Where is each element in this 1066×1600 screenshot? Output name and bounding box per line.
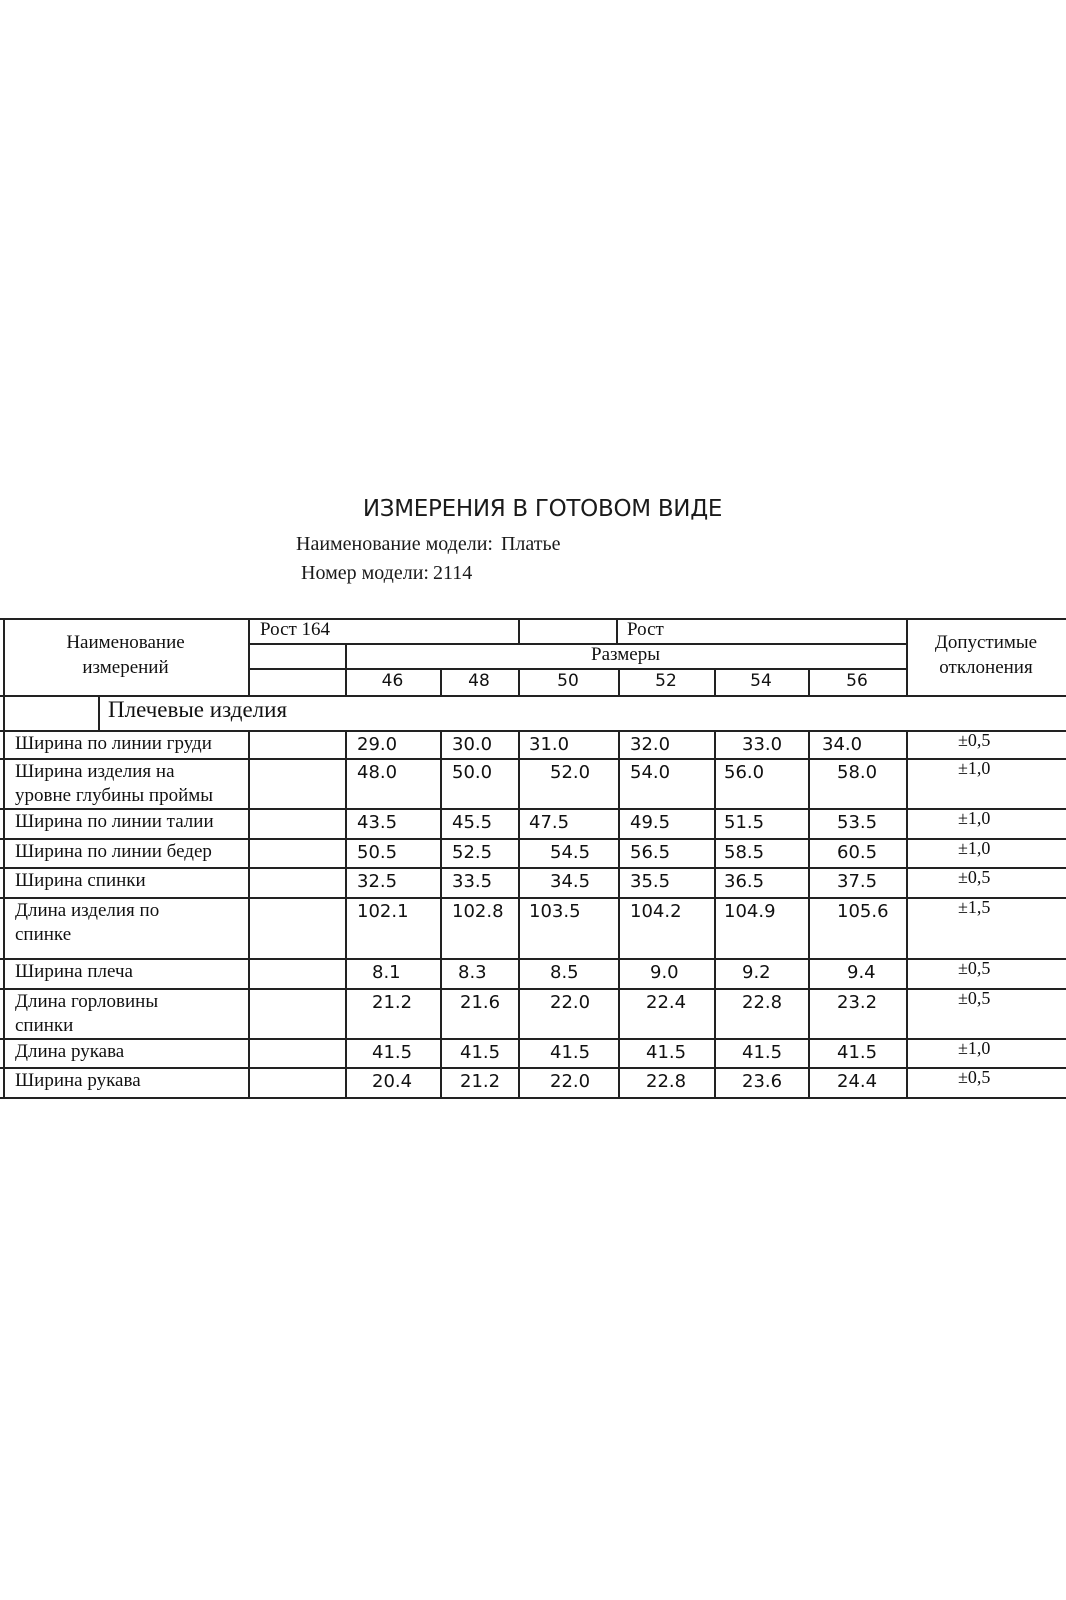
row-divider bbox=[618, 897, 620, 960]
row-value-size-56: 41.5 bbox=[837, 1042, 878, 1063]
row-divider bbox=[618, 958, 620, 990]
row-divider bbox=[808, 1038, 810, 1069]
row-value-size-54: 33.0 bbox=[742, 734, 783, 755]
row-tolerance: ±1,0 bbox=[958, 758, 991, 778]
row-divider bbox=[808, 958, 810, 990]
row-divider bbox=[345, 1067, 347, 1099]
row-divider bbox=[906, 988, 908, 1040]
row-divider bbox=[345, 1038, 347, 1069]
row-divider bbox=[440, 1067, 442, 1099]
header-size-52: 52 bbox=[655, 671, 677, 691]
row-value-size-56: 23.2 bbox=[837, 992, 878, 1013]
row-divider bbox=[345, 730, 347, 760]
row-divider bbox=[518, 838, 520, 869]
row-divider bbox=[906, 838, 908, 869]
row-value-size-52: 22.8 bbox=[646, 1071, 687, 1092]
row-value-size-46: 29.0 bbox=[357, 734, 398, 755]
row-divider bbox=[808, 758, 810, 810]
row-value-size-52: 22.4 bbox=[646, 992, 687, 1013]
row-value-size-50: 22.0 bbox=[550, 1071, 591, 1092]
row-value-size-46: 8.1 bbox=[372, 962, 401, 983]
row-value-size-56: 53.5 bbox=[837, 812, 878, 833]
row-divider bbox=[618, 988, 620, 1040]
row-value-size-48: 50.0 bbox=[452, 762, 493, 783]
row-divider bbox=[440, 988, 442, 1040]
row-divider bbox=[714, 758, 716, 810]
row-value-size-56: 24.4 bbox=[837, 1071, 878, 1092]
row-divider bbox=[440, 808, 442, 840]
row-value-size-50: 54.5 bbox=[550, 842, 591, 863]
row-divider bbox=[518, 897, 520, 960]
row-divider bbox=[618, 730, 620, 760]
row-divider bbox=[440, 958, 442, 990]
model-number-value: 2114 bbox=[432, 562, 473, 584]
row-value-size-48: 21.6 bbox=[460, 992, 501, 1013]
row-tolerance: ±1,0 bbox=[958, 838, 991, 858]
row-divider bbox=[518, 958, 520, 990]
row-tolerance: ±0,5 bbox=[958, 1067, 991, 1087]
header-size-46: 46 bbox=[381, 671, 404, 691]
row-divider bbox=[906, 730, 908, 760]
row-tolerance: ±0,5 bbox=[958, 958, 991, 978]
row-divider bbox=[518, 758, 520, 810]
row-divider bbox=[345, 838, 347, 869]
row-value-size-48: 102.8 bbox=[452, 901, 504, 922]
row-tolerance: ±0,5 bbox=[958, 867, 991, 887]
row-divider bbox=[440, 897, 442, 960]
row-divider bbox=[248, 988, 250, 1040]
row-value-size-50: 34.5 bbox=[550, 871, 591, 892]
row-divider bbox=[248, 1038, 250, 1069]
row-name: Ширина по линии груди bbox=[15, 733, 212, 754]
row-divider bbox=[345, 867, 347, 899]
header-divider-rost-2 bbox=[616, 618, 618, 645]
row-tolerance: ±1,0 bbox=[958, 808, 991, 828]
row-value-size-48: 45.5 bbox=[452, 812, 493, 833]
header-size-50: 50 bbox=[557, 671, 579, 691]
row-value-size-50: 22.0 bbox=[550, 992, 591, 1013]
row-divider bbox=[906, 897, 908, 960]
row-name: спинке bbox=[15, 924, 72, 945]
row-value-size-48: 30.0 bbox=[452, 734, 493, 755]
row-value-size-46: 32.5 bbox=[357, 871, 398, 892]
row-divider bbox=[248, 867, 250, 899]
header-divider-rost-1 bbox=[518, 618, 520, 645]
row-divider bbox=[518, 808, 520, 840]
row-value-size-48: 21.2 bbox=[460, 1071, 501, 1092]
row-divider bbox=[248, 808, 250, 840]
model-number-label: Номер модели: bbox=[301, 562, 429, 584]
row-tolerance: ±1,5 bbox=[958, 897, 991, 917]
row-divider bbox=[906, 867, 908, 899]
row-divider bbox=[618, 1067, 620, 1099]
header-height-2: Рост bbox=[627, 619, 664, 640]
row-divider bbox=[714, 1038, 716, 1069]
row-name: Длина рукава bbox=[15, 1041, 125, 1062]
row-value-size-52: 35.5 bbox=[630, 871, 671, 892]
row-divider bbox=[248, 1067, 250, 1099]
row-name: спинки bbox=[15, 1015, 74, 1036]
row-tolerance: ±0,5 bbox=[958, 988, 991, 1008]
row-divider bbox=[345, 808, 347, 840]
header-tolerance-line1: Допустимые bbox=[934, 632, 1038, 653]
row-divider bbox=[345, 958, 347, 990]
row-name: Ширина изделия на bbox=[15, 761, 175, 782]
row-value-size-46: 43.5 bbox=[357, 812, 398, 833]
row-divider bbox=[248, 730, 250, 760]
row-divider bbox=[518, 730, 520, 760]
header-name-col-line2: измерений bbox=[82, 657, 169, 678]
row-value-size-54: 22.8 bbox=[742, 992, 783, 1013]
row-value-size-48: 33.5 bbox=[452, 871, 493, 892]
row-value-size-56: 9.4 bbox=[847, 962, 876, 983]
row-value-size-46: 50.5 bbox=[357, 842, 398, 863]
row-tolerance: ±1,0 bbox=[958, 1038, 991, 1058]
row-name: Ширина рукава bbox=[15, 1070, 141, 1091]
row-divider bbox=[248, 838, 250, 869]
row-value-size-50: 8.5 bbox=[550, 962, 579, 983]
document-title: ИЗМЕРЕНИЯ В ГОТОВОМ ВИДЕ bbox=[362, 496, 723, 522]
row-value-size-46: 102.1 bbox=[357, 901, 409, 922]
row-value-size-56: 58.0 bbox=[837, 762, 878, 783]
row-divider bbox=[906, 958, 908, 990]
row-divider bbox=[440, 758, 442, 810]
row-divider bbox=[808, 988, 810, 1040]
row-value-size-56: 37.5 bbox=[837, 871, 878, 892]
header-divider-name bbox=[248, 618, 250, 697]
row-value-size-50: 52.0 bbox=[550, 762, 591, 783]
section-title: Плечевые изделия bbox=[108, 697, 288, 722]
row-value-size-56: 105.6 bbox=[837, 901, 889, 922]
row-value-size-52: 56.5 bbox=[630, 842, 671, 863]
row-divider bbox=[906, 1038, 908, 1069]
row-divider bbox=[248, 758, 250, 810]
section-divider bbox=[98, 695, 100, 732]
row-value-size-46: 20.4 bbox=[372, 1071, 413, 1092]
row-value-size-52: 32.0 bbox=[630, 734, 671, 755]
row-name: Ширина по линии бедер bbox=[15, 841, 212, 862]
row-divider bbox=[618, 758, 620, 810]
row-divider bbox=[248, 897, 250, 960]
row-value-size-56: 34.0 bbox=[822, 734, 863, 755]
row-divider bbox=[345, 758, 347, 810]
row-divider bbox=[714, 897, 716, 960]
row-value-size-54: 9.2 bbox=[742, 962, 771, 983]
row-divider bbox=[906, 1067, 908, 1099]
row-divider bbox=[714, 958, 716, 990]
model-name-line bbox=[296, 533, 561, 556]
header-size-48: 48 bbox=[468, 671, 490, 691]
row-name: Ширина спинки bbox=[15, 870, 146, 891]
row-divider bbox=[714, 988, 716, 1040]
row-value-size-54: 23.6 bbox=[742, 1071, 783, 1092]
row-divider bbox=[345, 988, 347, 1040]
row-divider bbox=[518, 1038, 520, 1069]
row-divider bbox=[518, 1067, 520, 1099]
row-divider bbox=[440, 838, 442, 869]
row-divider bbox=[618, 808, 620, 840]
row-divider bbox=[440, 1038, 442, 1069]
row-value-size-46: 41.5 bbox=[372, 1042, 413, 1063]
row-value-size-54: 104.9 bbox=[724, 901, 776, 922]
row-value-size-54: 36.5 bbox=[724, 871, 765, 892]
row-value-size-54: 58.5 bbox=[724, 842, 765, 863]
row-divider bbox=[518, 867, 520, 899]
row-divider bbox=[714, 1067, 716, 1099]
row-value-size-46: 21.2 bbox=[372, 992, 413, 1013]
row-divider bbox=[440, 730, 442, 760]
row-tolerance: ±0,5 bbox=[958, 730, 991, 750]
row-value-size-48: 8.3 bbox=[458, 962, 487, 983]
row-value-size-52: 49.5 bbox=[630, 812, 671, 833]
row-divider bbox=[248, 958, 250, 990]
header-tolerance-line2: отклонения bbox=[939, 657, 1033, 678]
header-sizes-label: Размеры bbox=[591, 644, 660, 665]
header-name-col-line1: Наименование bbox=[66, 632, 185, 653]
row-divider bbox=[440, 867, 442, 899]
row-divider bbox=[618, 838, 620, 869]
row-name: Длина горловины bbox=[15, 991, 159, 1012]
row-value-size-54: 51.5 bbox=[724, 812, 765, 833]
row-divider bbox=[518, 988, 520, 1040]
row-divider bbox=[906, 758, 908, 810]
row-divider bbox=[808, 730, 810, 760]
row-divider bbox=[714, 838, 716, 869]
row-value-size-52: 9.0 bbox=[650, 962, 679, 983]
row-divider bbox=[808, 867, 810, 899]
row-value-size-52: 104.2 bbox=[630, 901, 682, 922]
row-name: Ширина плеча bbox=[15, 961, 133, 982]
row-name: Ширина по линии талии bbox=[15, 811, 214, 832]
model-number-line bbox=[301, 562, 472, 585]
model-name-label: Наименование модели: bbox=[296, 533, 493, 555]
row-divider bbox=[808, 897, 810, 960]
model-name-value: Платье bbox=[500, 533, 561, 555]
row-divider bbox=[618, 867, 620, 899]
row-divider bbox=[808, 838, 810, 869]
row-divider bbox=[808, 1067, 810, 1099]
row-name: Длина изделия по bbox=[15, 900, 160, 921]
row-value-size-54: 41.5 bbox=[742, 1042, 783, 1063]
row-value-size-50: 47.5 bbox=[529, 812, 570, 833]
row-divider bbox=[906, 808, 908, 840]
row-name: уровне глубины проймы bbox=[15, 785, 214, 806]
row-divider bbox=[345, 897, 347, 960]
row-value-size-50: 31.0 bbox=[529, 734, 570, 755]
row-value-size-50: 41.5 bbox=[550, 1042, 591, 1063]
header-size-56: 56 bbox=[846, 671, 868, 691]
header-height-164: Рост 164 bbox=[260, 619, 331, 640]
row-value-size-48: 41.5 bbox=[460, 1042, 501, 1063]
row-value-size-50: 103.5 bbox=[529, 901, 581, 922]
row-value-size-48: 52.5 bbox=[452, 842, 493, 863]
row-value-size-54: 56.0 bbox=[724, 762, 765, 783]
header-size-54: 54 bbox=[750, 671, 772, 691]
row-value-size-52: 54.0 bbox=[630, 762, 671, 783]
row-value-size-52: 41.5 bbox=[646, 1042, 687, 1063]
row-divider bbox=[618, 1038, 620, 1069]
row-value-size-56: 60.5 bbox=[837, 842, 878, 863]
table-left-border bbox=[3, 618, 5, 1099]
row-value-size-46: 48.0 bbox=[357, 762, 398, 783]
row-divider bbox=[808, 808, 810, 840]
row-divider bbox=[714, 867, 716, 899]
row-divider bbox=[714, 730, 716, 760]
row-divider bbox=[714, 808, 716, 840]
